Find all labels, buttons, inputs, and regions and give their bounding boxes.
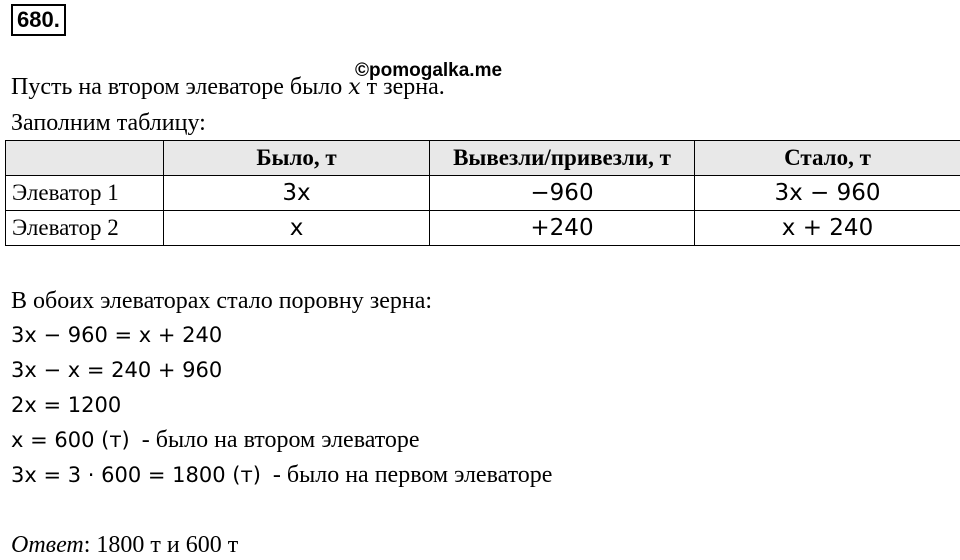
equation-note: - было на первом элеваторе: [261, 462, 553, 488]
table-header-became: Стало, т: [695, 141, 960, 176]
equation-note: - было на втором элеваторе: [130, 427, 420, 453]
cell-had: 3x: [164, 176, 430, 211]
row-label: Элеватор 1: [6, 176, 164, 211]
equation: 3x = 3 · 600 = 1800 (т): [11, 463, 261, 487]
table-row: [6, 176, 960, 211]
table-header-empty: [6, 141, 164, 176]
equation: 3x − x = 240 + 960: [11, 358, 222, 382]
answer-line: [11, 530, 238, 560]
cell-moved: +240: [430, 211, 695, 246]
row-label: Элеватор 2: [6, 211, 164, 246]
problem-number: 680.: [11, 4, 66, 36]
equation: 3x − 960 = x + 240: [11, 323, 222, 347]
intro-variable: x: [348, 75, 360, 100]
solution-line: [11, 460, 552, 490]
solution-line: [11, 390, 121, 420]
table-header-had: Было, т: [164, 141, 430, 176]
table-header-row: [6, 141, 960, 176]
table-header-moved: Вывезли/привезли, т: [430, 141, 695, 176]
watermark: ©pomogalka.me: [355, 60, 502, 82]
cell-had: x: [164, 211, 430, 246]
equal-text: В обоих элеваторах стало поровну зерна:: [11, 286, 432, 316]
solution-line: [11, 320, 222, 350]
intro-text-start: Пусть на втором элеваторе было: [11, 74, 348, 100]
equation: 2x = 1200: [11, 393, 121, 417]
cell-moved: −960: [430, 176, 695, 211]
answer-label: Ответ: [11, 532, 84, 558]
cell-became: 3x − 960: [695, 176, 960, 211]
solution-line: [11, 355, 222, 385]
table-row: [6, 211, 960, 246]
solution-line: [11, 425, 420, 455]
answer-text: : 1800 т и 600 т: [84, 532, 239, 558]
intro-text-end: т зерна.: [361, 74, 445, 100]
data-table: [5, 140, 960, 246]
equation: x = 600 (т): [11, 428, 130, 452]
fill-table-text: Заполним таблицу:: [11, 108, 206, 138]
cell-became: x + 240: [695, 211, 960, 246]
